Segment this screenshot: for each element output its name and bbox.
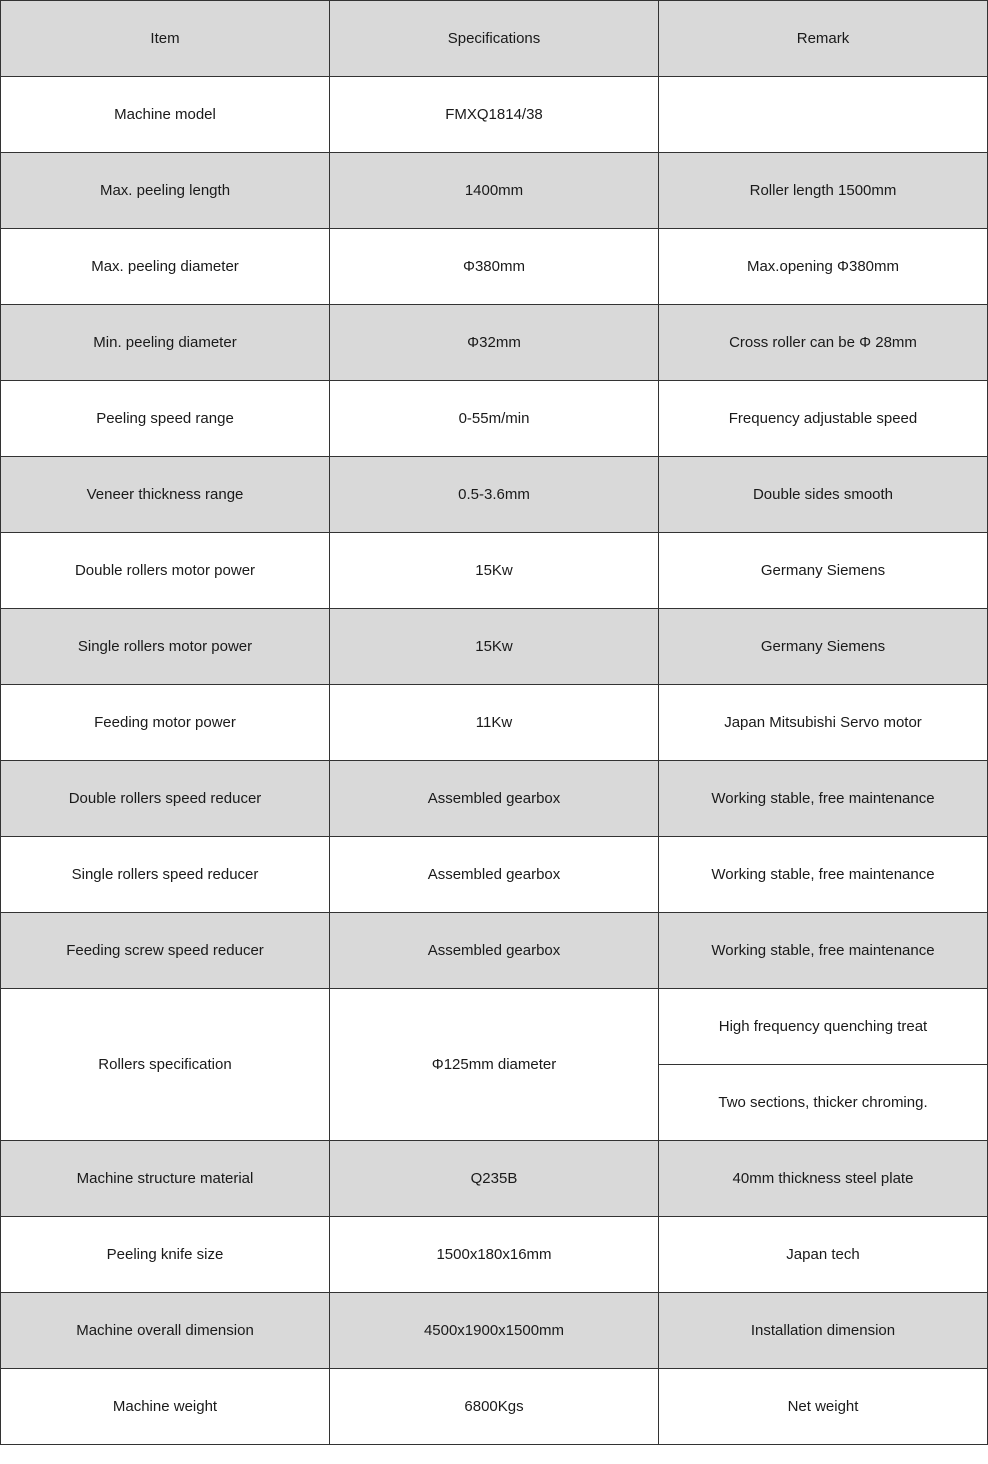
cell-spec: 1400mm <box>330 153 659 229</box>
cell-item: Min. peeling diameter <box>1 305 330 381</box>
cell-spec: 15Kw <box>330 533 659 609</box>
header-item: Item <box>1 1 330 77</box>
table-row <box>1 305 988 381</box>
table-row <box>1 457 988 533</box>
cell-spec: 11Kw <box>330 685 659 761</box>
cell-spec: 15Kw <box>330 609 659 685</box>
table-row <box>1 1293 988 1369</box>
cell-remark: Working stable, free maintenance <box>659 837 988 913</box>
cell-spec: Φ32mm <box>330 305 659 381</box>
cell-remark: Germany Siemens <box>659 533 988 609</box>
cell-spec: 6800Kgs <box>330 1369 659 1445</box>
cell-item: Double rollers speed reducer <box>1 761 330 837</box>
cell-remark: Double sides smooth <box>659 457 988 533</box>
cell-spec: Assembled gearbox <box>330 761 659 837</box>
cell-item: Max. peeling diameter <box>1 229 330 305</box>
cell-item: Machine model <box>1 77 330 153</box>
header-remark: Remark <box>659 1 988 77</box>
header-specifications: Specifications <box>330 1 659 77</box>
cell-spec: 0-55m/min <box>330 381 659 457</box>
table-row <box>1 685 988 761</box>
cell-item: Feeding screw speed reducer <box>1 913 330 989</box>
table-header-row <box>1 1 988 77</box>
cell-remark: 40mm thickness steel plate <box>659 1141 988 1217</box>
cell-remark: High frequency quenching treat <box>659 989 988 1065</box>
cell-spec: Assembled gearbox <box>330 913 659 989</box>
cell-spec: 0.5-3.6mm <box>330 457 659 533</box>
table-row <box>1 229 988 305</box>
cell-spec: FMXQ1814/38 <box>330 77 659 153</box>
cell-item: Veneer thickness range <box>1 457 330 533</box>
table-row <box>1 77 988 153</box>
cell-spec: Φ380mm <box>330 229 659 305</box>
cell-remark <box>659 77 988 153</box>
table-row <box>1 609 988 685</box>
cell-remark: Germany Siemens <box>659 609 988 685</box>
cell-remark: Frequency adjustable speed <box>659 381 988 457</box>
cell-item: Peeling speed range <box>1 381 330 457</box>
cell-item: Machine overall dimension <box>1 1293 330 1369</box>
cell-remark: Working stable, free maintenance <box>659 761 988 837</box>
cell-remark: Japan Mitsubishi Servo motor <box>659 685 988 761</box>
table-row <box>1 1217 988 1293</box>
cell-remark: Working stable, free maintenance <box>659 913 988 989</box>
cell-remark: Roller length 1500mm <box>659 153 988 229</box>
cell-item: Double rollers motor power <box>1 533 330 609</box>
cell-item: Machine weight <box>1 1369 330 1445</box>
cell-item: Rollers specification <box>1 989 330 1141</box>
cell-spec: Φ125mm diameter <box>330 989 659 1141</box>
table-row-rollers <box>1 989 988 1065</box>
cell-item: Single rollers motor power <box>1 609 330 685</box>
cell-item: Feeding motor power <box>1 685 330 761</box>
cell-remark: Max.opening Φ380mm <box>659 229 988 305</box>
table-row <box>1 381 988 457</box>
cell-spec: Q235B <box>330 1141 659 1217</box>
cell-remark: Two sections, thicker chroming. <box>659 1065 988 1141</box>
cell-item: Machine structure material <box>1 1141 330 1217</box>
cell-spec: 4500x1900x1500mm <box>330 1293 659 1369</box>
table-row <box>1 837 988 913</box>
cell-remark: Installation dimension <box>659 1293 988 1369</box>
cell-remark: Cross roller can be Φ 28mm <box>659 305 988 381</box>
table-row <box>1 1141 988 1217</box>
table-row <box>1 533 988 609</box>
cell-spec: Assembled gearbox <box>330 837 659 913</box>
cell-remark: Net weight <box>659 1369 988 1445</box>
cell-remark: Japan tech <box>659 1217 988 1293</box>
table-row <box>1 1369 988 1445</box>
cell-item: Peeling knife size <box>1 1217 330 1293</box>
cell-item: Max. peeling length <box>1 153 330 229</box>
cell-item: Single rollers speed reducer <box>1 837 330 913</box>
cell-spec: 1500x180x16mm <box>330 1217 659 1293</box>
table-row <box>1 153 988 229</box>
table-row <box>1 913 988 989</box>
table-row <box>1 761 988 837</box>
